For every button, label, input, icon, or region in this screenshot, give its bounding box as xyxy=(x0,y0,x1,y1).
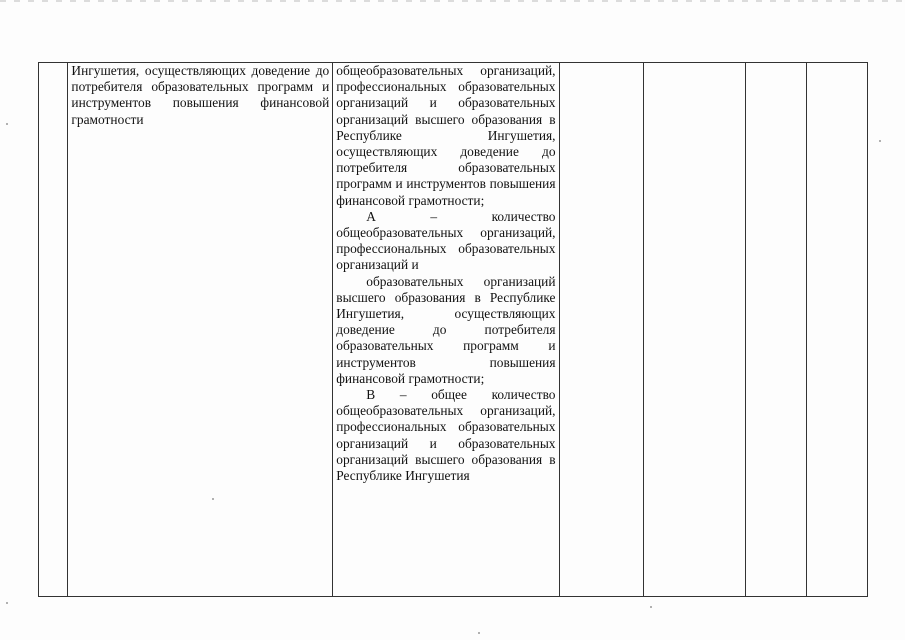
table-row xyxy=(39,63,868,597)
empty-cell-5 xyxy=(643,63,745,597)
scan-speck xyxy=(212,498,214,500)
scan-speck xyxy=(6,602,8,604)
formula-paragraph-b: В – общее количество общеобразовательных организаций, профессиональных образовательных организаций и образовательных организаций высшего образования в Республике Ингушетия xyxy=(336,387,556,484)
number-cell xyxy=(39,63,68,597)
indicator-name-cell xyxy=(68,63,333,597)
empty-cell-6 xyxy=(746,63,807,597)
indicator-table xyxy=(38,62,868,597)
formula-paragraph-1: общеобразовательных организаций, профессиональных образовательных организаций и образовательных организаций высшего образования в Республике Ингушетия, осуществляющих доведение до потребителя образовательных программ и инструментов повышения финансовой грамотности; xyxy=(336,63,556,208)
scan-speck xyxy=(6,123,8,125)
scan-speck xyxy=(478,632,480,634)
scan-artifact-top xyxy=(0,0,905,2)
scan-speck xyxy=(650,606,652,608)
empty-cell-4 xyxy=(559,63,643,597)
scan-speck xyxy=(879,140,881,142)
empty-cell-7 xyxy=(807,63,868,597)
formula-description-cell xyxy=(333,63,559,597)
formula-paragraph-a: А – количество общеобразовательных организаций, профессиональных образовательных организаций и xyxy=(336,208,556,273)
formula-paragraph-a-cont: образовательных организаций высшего образования в Республике Ингушетия, осуществляющих доведение до потребителя образовательных программ и инструментов повышения финансовой грамотности; xyxy=(336,273,556,386)
indicator-name-text: Ингушетия, осуществляющих доведение до потребителя образовательных программ и инструментов повышения финансовой грамотности xyxy=(71,63,330,127)
